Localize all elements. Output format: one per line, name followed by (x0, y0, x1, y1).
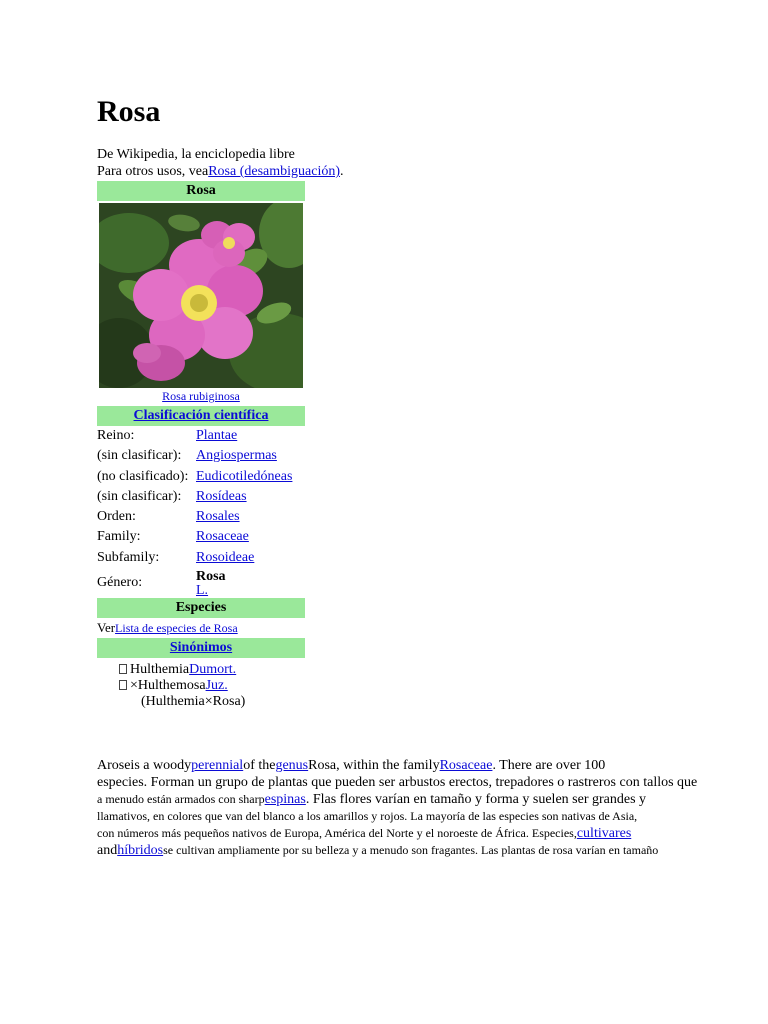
synonyms-list (97, 662, 305, 710)
taxon-rank: Reino: (97, 428, 135, 443)
perennial-link[interactable]: perennial (191, 758, 244, 773)
body-text: . There are over 100 (492, 758, 606, 773)
genus-link[interactable]: genus (275, 758, 309, 773)
taxon-row (97, 446, 305, 466)
classification-link[interactable]: Clasificación científica (133, 408, 269, 423)
species-list-link[interactable]: Lista de especies de Rosa (115, 621, 238, 636)
synonym-author-link[interactable]: Dumort. (189, 662, 237, 678)
article-body (97, 757, 717, 859)
taxon-rank: (no clasificado): (97, 468, 189, 484)
genus-row (97, 568, 305, 598)
disambiguation-link[interactable]: Rosa (desambiguación) (208, 164, 340, 179)
body-line: especies. Forman un grupo de plantas que pueden ser arbustos erectos, trepadores o rastreros con tallos que (97, 775, 698, 790)
taxon-row (97, 507, 305, 527)
page-subtitle: De Wikipedia, la enciclopedia libre (97, 147, 295, 162)
taxon-rank: Orden: (97, 509, 136, 525)
rose-image[interactable] (99, 203, 303, 388)
hatnote (97, 163, 344, 180)
body-text: con números más pequeños nativos de Europa, América del Norte y el noroeste de África. Especies, (97, 826, 577, 840)
taxon-link[interactable]: Rosaceae (196, 529, 249, 545)
synonyms-header (97, 638, 305, 658)
taxon-rank: (sin clasificar): (97, 488, 182, 504)
synonym-note: (Hulthemia×Rosa) (141, 694, 246, 710)
taxon-rank: Subfamily: (97, 549, 160, 565)
genus-label: Género: (97, 575, 143, 591)
taxobox-title: Rosa (97, 181, 305, 201)
hatnote-prefix: Para otros usos, vea (97, 164, 209, 179)
body-text: Aroseis a woody (97, 758, 192, 773)
taxon-row (97, 527, 305, 547)
body-text: se cultivan ampliamente por su belleza y a menudo son fragantes. Las plantas de rosa varían en tamaño (163, 843, 659, 857)
body-line (97, 842, 717, 859)
page-title: Rosa (97, 95, 161, 128)
body-line: llamativos, en colores que van del blanco a los amarillos y rojos. La mayoría de las especies son nativas de Asia, (97, 809, 638, 823)
taxon-link[interactable]: Rosoideae (196, 549, 255, 565)
taxon-link[interactable]: Rosales (196, 509, 240, 525)
body-text: a menudo están armados con sharp (97, 792, 265, 806)
taxon-row (97, 487, 305, 507)
taxon-row (97, 467, 305, 487)
hatnote-suffix: . (340, 164, 344, 179)
synonym-item (119, 662, 305, 678)
body-line (97, 791, 717, 808)
species-prefix: Ver (97, 620, 116, 636)
classification-header (97, 406, 305, 426)
taxon-rank: (sin clasificar): (97, 448, 182, 464)
body-text: and (97, 843, 118, 858)
synonym-name: ×Hulthemosa (130, 678, 206, 694)
taxon-rank: Family: (97, 529, 141, 545)
taxon-row (97, 426, 305, 446)
synonym-item (119, 678, 305, 694)
body-line (97, 825, 717, 842)
cultivares-link[interactable]: cultivares (576, 826, 632, 841)
body-text: . Flas flores varían en tamaño y forma y suelen ser grandes y (305, 792, 647, 807)
taxon-link[interactable]: Eudicotiledóneas (196, 468, 293, 484)
taxon-row (97, 548, 305, 568)
espinas-link[interactable]: espinas (264, 792, 306, 807)
synonyms-link[interactable]: Sinónimos (169, 640, 233, 656)
taxon-link[interactable]: Rosídeas (196, 488, 247, 504)
genus-author-link[interactable]: L. (196, 583, 209, 599)
image-caption-link[interactable]: Rosa rubiginosa (162, 389, 240, 403)
synonym-author-link[interactable]: Juz. (205, 678, 228, 694)
body-line (97, 757, 717, 774)
image-caption (97, 388, 305, 406)
rosaceae-link[interactable]: Rosaceae (439, 758, 493, 773)
hibridos-link[interactable]: híbridos (117, 843, 164, 858)
genus-name: Rosa (196, 569, 226, 585)
taxobox (97, 181, 305, 710)
species-see (97, 618, 305, 638)
taxon-link[interactable]: Plantae (196, 428, 238, 443)
rose-photo-illustration (99, 203, 303, 388)
bullet-icon (119, 664, 127, 674)
bullet-icon (119, 680, 127, 690)
body-text: of the (243, 758, 276, 773)
taxon-link[interactable]: Angiospermas (196, 448, 277, 464)
species-header: Especies (97, 598, 305, 618)
synonym-name: Hulthemia (130, 662, 190, 678)
body-text: Rosa, within the family (308, 758, 440, 773)
